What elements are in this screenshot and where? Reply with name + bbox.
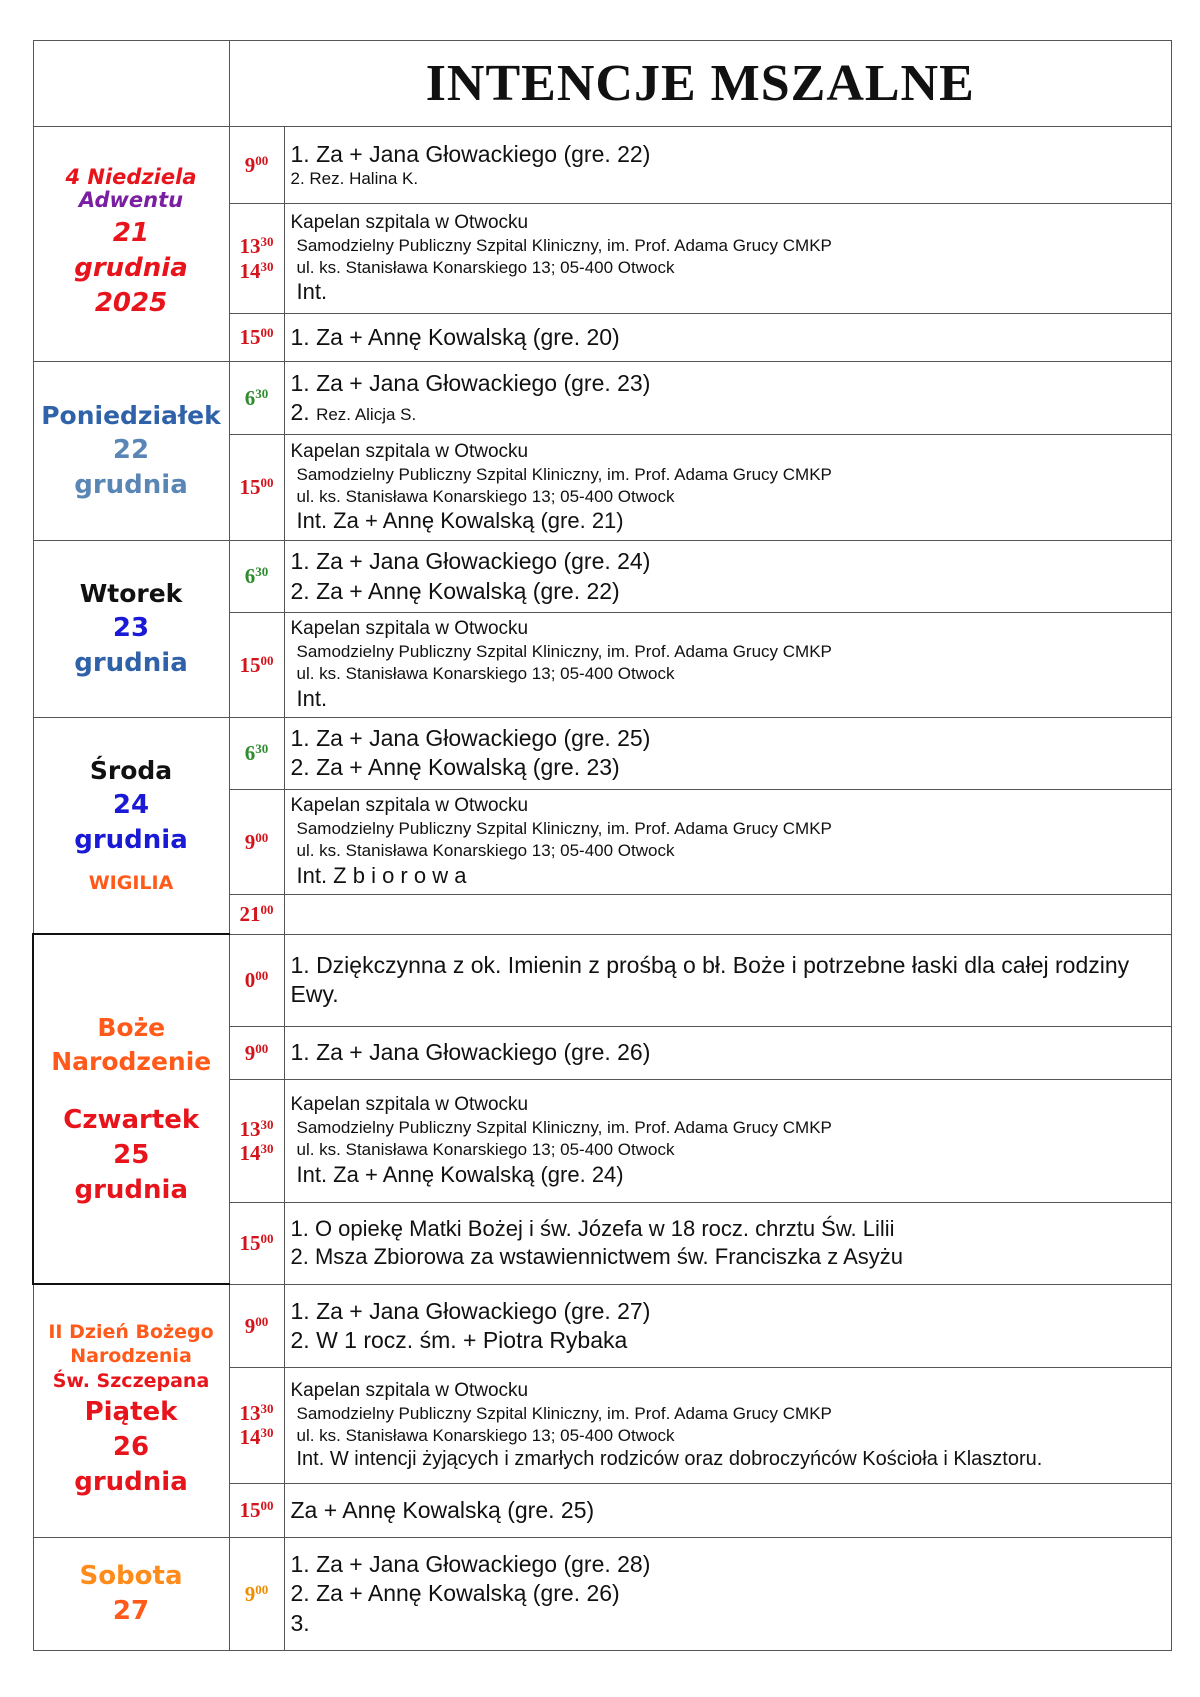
mass-intentions (284, 314, 1172, 362)
mass-time: $15^{00}$ (229, 435, 284, 541)
mass-time: $13^{30}$ $14^{30}$ (229, 204, 284, 314)
hospital-name: Samodzielny Publiczny Szpital Kliniczny, im. Prof. Adama Grucy CMKP (296, 1118, 832, 1138)
mass-time: $13^{30}$ $14^{30}$ (229, 1367, 284, 1483)
day-weekday: Piątek (84, 1396, 178, 1427)
mass-time: $0^{00}$ (229, 934, 284, 1026)
mass-intentions (284, 1026, 1172, 1079)
chaplain-intention (284, 1079, 1172, 1202)
page-title: INTENCJE MSZALNE (229, 41, 1172, 127)
day-label: Narodzenie (51, 1046, 212, 1076)
hospital-address: ul. ks. Stanisława Konarskiego 13; 05-400 Otwock (296, 664, 675, 684)
day-label: Wtorek (79, 578, 183, 608)
hospital-address: ul. ks. Stanisława Konarskiego 13; 05-400 Otwock (296, 257, 675, 277)
day-year: 2025 (94, 288, 168, 319)
day-number: 23 (112, 612, 150, 643)
mass-time: $15^{00}$ (229, 1483, 284, 1537)
day-month: grudnia (74, 1174, 189, 1205)
mass-time: $13^{30}$ $14^{30}$ (229, 1079, 284, 1202)
mass-intentions-empty (284, 894, 1172, 934)
day-month: grudnia (74, 470, 188, 500)
mass-intentions (284, 127, 1172, 204)
intention-line: 1. Za + Jana Głowackiego (gre. 25) (290, 725, 651, 752)
hospital-name: Samodzielny Publiczny Szpital Kliniczny, im. Prof. Adama Grucy CMKP (296, 464, 832, 484)
day-month: grudnia (74, 252, 188, 283)
day-weekday: Czwartek (63, 1104, 200, 1135)
hospital-address: ul. ks. Stanisława Konarskiego 13; 05-400 Otwock (296, 486, 675, 506)
day-label: Adwentu (78, 188, 184, 213)
mass-time: $9^{00}$ (229, 789, 284, 894)
intention-line: 1. Za + Jana Głowackiego (gre. 22) (290, 140, 651, 167)
day-number: 24 (112, 789, 150, 820)
intention-line: Int. Z b i o r o w a (296, 862, 467, 888)
intention-line: 2. Za + Annę Kowalską (gre. 23) (290, 754, 620, 781)
mass-time: $15^{00}$ (229, 613, 284, 718)
day-label: Boże (97, 1012, 166, 1042)
hospital-address: ul. ks. Stanisława Konarskiego 13; 05-400 Otwock (296, 841, 675, 861)
intention-line: 1. Za + Jana Głowackiego (gre. 26) (290, 1039, 651, 1066)
chaplain-title: Kapelan szpitala w Otwocku (290, 618, 529, 639)
intention-line: Int. Za + Annę Kowalską (gre. 21) (296, 508, 624, 534)
intention-line: 2. Rez. Halina K. (290, 169, 419, 189)
day-cell-sunday (33, 127, 229, 362)
day-number: 26 (112, 1432, 150, 1463)
hospital-name: Samodzielny Publiczny Szpital Kliniczny, im. Prof. Adama Grucy CMKP (296, 1404, 832, 1424)
intention-line: 1. Dziękczynna z ok. Imienin z prośbą o bł. Boże i potrzebne łaski dla całej rodziny Ewy. (290, 952, 1130, 1008)
mass-time: $15^{00}$ (229, 314, 284, 362)
intention-line: 1. Za + Jana Głowackiego (gre. 28) (290, 1550, 651, 1577)
mass-time: $9^{00}$ (229, 127, 284, 204)
chaplain-intention (284, 204, 1172, 314)
day-number: 21 (112, 217, 150, 248)
intention-line: 2. Msza Zbiorowa za wstawiennictwem św. Franciszka z Asyżu (290, 1244, 904, 1270)
mass-intentions (284, 362, 1172, 435)
intention-line: 2. Rez. Alicja S. (290, 399, 417, 425)
day-label: Środa (89, 755, 173, 785)
mass-time: $6^{30}$ (229, 362, 284, 435)
mass-time: $6^{30}$ (229, 717, 284, 789)
intention-line: 1. Za + Jana Głowackiego (gre. 27) (290, 1297, 651, 1324)
mass-intentions (284, 1537, 1172, 1650)
intention-line: 2. Za + Annę Kowalską (gre. 26) (290, 1580, 620, 1607)
chaplain-title: Kapelan szpitala w Otwocku (290, 794, 529, 816)
day-label: 4 Niedziela (65, 164, 197, 189)
mass-intentions (284, 541, 1172, 613)
day-feast: Św. Szczepana (52, 1369, 210, 1392)
day-number: 25 (113, 1139, 150, 1170)
mass-intentions (284, 1483, 1172, 1537)
day-month: grudnia (74, 1467, 188, 1498)
day-feast: WIGILIA (88, 872, 174, 895)
day-cell-saturday (33, 1537, 229, 1650)
day-cell-christmas (33, 934, 229, 1284)
intention-line: 1. Za + Annę Kowalską (gre. 20) (290, 323, 620, 350)
intention-line: Int. W intencji żyjących i zmarłych rodziców oraz dobroczyńców Kościoła i Klasztoru. (296, 1447, 1043, 1470)
mass-time: $9^{00}$ (229, 1026, 284, 1079)
chaplain-title: Kapelan szpitala w Otwocku (290, 440, 529, 462)
chaplain-title: Kapelan szpitala w Otwocku (290, 1379, 529, 1401)
mass-intentions (284, 717, 1172, 789)
hospital-address: ul. ks. Stanisława Konarskiego 13; 05-400 Otwock (296, 1425, 675, 1445)
intention-line: 2. W 1 rocz. śm. + Piotra Rybaka (290, 1326, 628, 1353)
intentions-table (32, 40, 1172, 1651)
day-cell-second-christmas-day (33, 1284, 229, 1537)
day-cell-monday (33, 362, 229, 541)
day-cell-tuesday (33, 541, 229, 718)
chaplain-intention (284, 1367, 1172, 1483)
mass-intentions (284, 934, 1172, 1026)
day-number: 22 (112, 434, 150, 465)
day-month: grudnia (74, 647, 188, 678)
intention-line: 1. Za + Jana Głowackiego (gre. 23) (290, 369, 651, 396)
day-month: grudnia (74, 825, 188, 856)
intention-line: Int. (296, 279, 328, 305)
intention-line: 1. O opiekę Matki Bożej i św. Józefa w 18 rocz. chrztu Św. Lilii (290, 1216, 895, 1242)
intention-line: Int. Za + Annę Kowalską (gre. 24) (296, 1161, 624, 1187)
day-label: Poniedziałek (41, 400, 221, 430)
intention-line: 2. Za + Annę Kowalską (gre. 22) (290, 577, 620, 604)
intention-line: 1. Za + Jana Głowackiego (gre. 24) (290, 548, 651, 575)
day-label: Narodzenia (70, 1345, 192, 1368)
day-number: 27 (112, 1595, 150, 1626)
hospital-name: Samodzielny Publiczny Szpital Kliniczny, im. Prof. Adama Grucy CMKP (296, 235, 832, 255)
chaplain-title: Kapelan szpitala w Otwocku (290, 1093, 529, 1115)
mass-intentions (284, 1284, 1172, 1367)
intention-line: Za + Annę Kowalską (gre. 25) (290, 1496, 595, 1523)
chaplain-title: Kapelan szpitala w Otwocku (290, 211, 529, 233)
hospital-address: ul. ks. Stanisława Konarskiego 13; 05-400 Otwock (296, 1140, 675, 1160)
hospital-name: Samodzielny Publiczny Szpital Kliniczny, im. Prof. Adama Grucy CMKP (296, 642, 832, 662)
chaplain-intention (284, 789, 1172, 894)
mass-time: $9^{00}$ (229, 1537, 284, 1650)
mass-intentions (284, 1202, 1172, 1284)
chaplain-intention (284, 613, 1172, 718)
intention-line: Int. (296, 685, 328, 711)
mass-time: $15^{00}$ (229, 1202, 284, 1284)
mass-time: $21^{00}$ (229, 894, 284, 934)
mass-time: $9^{00}$ (229, 1284, 284, 1367)
day-label: II Dzień Bożego (48, 1321, 214, 1344)
header-empty-cell (33, 41, 229, 127)
intention-line: 3. (290, 1609, 310, 1636)
day-cell-wednesday (33, 717, 229, 934)
chaplain-intention (284, 435, 1172, 541)
mass-time: $6^{30}$ (229, 541, 284, 613)
day-label: Sobota (79, 1560, 183, 1591)
hospital-name: Samodzielny Publiczny Szpital Kliniczny, im. Prof. Adama Grucy CMKP (296, 819, 832, 839)
